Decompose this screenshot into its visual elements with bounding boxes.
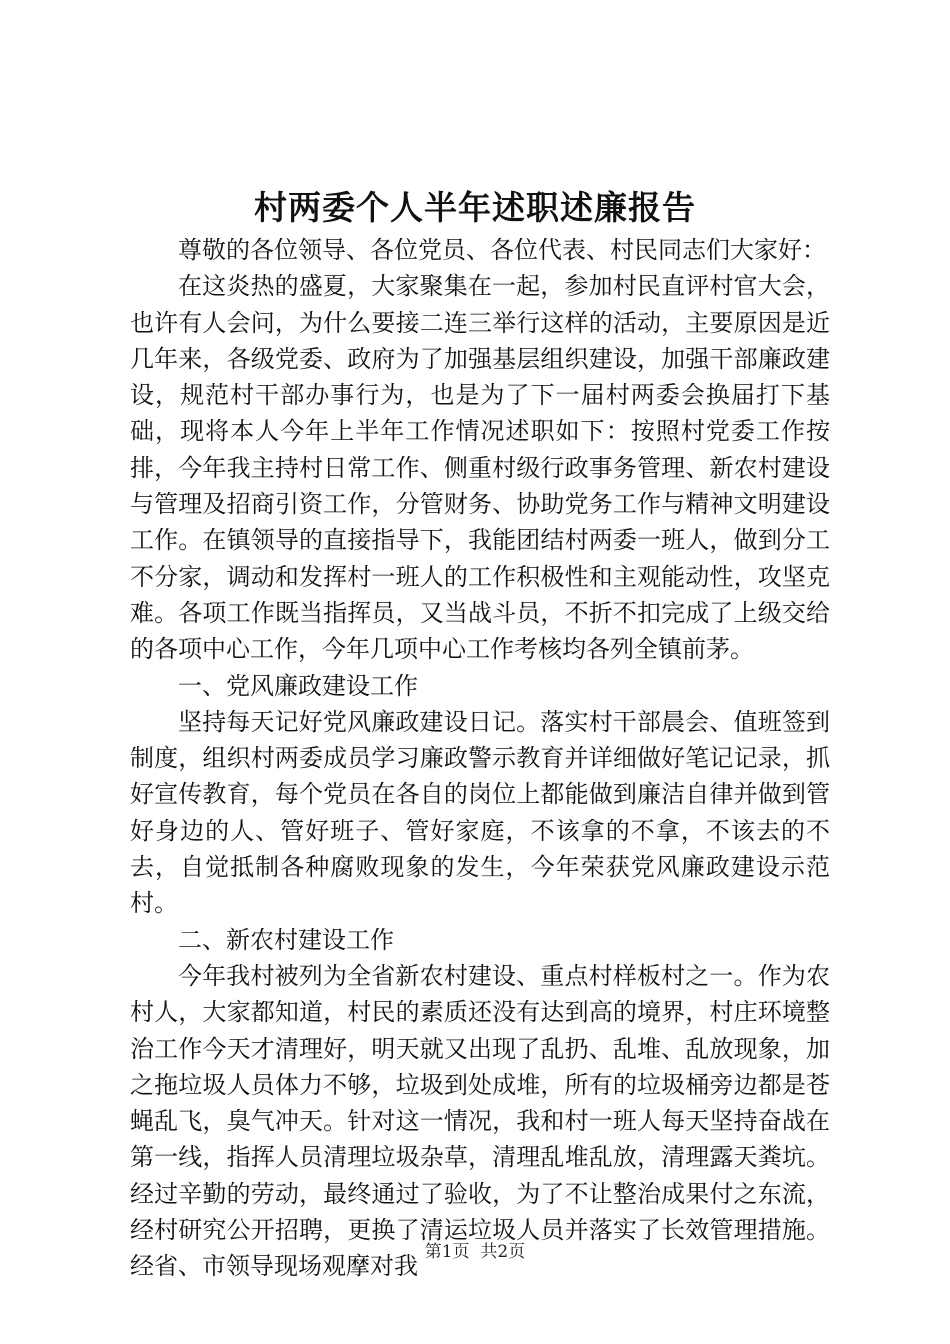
section-heading-1: 一、党风廉政建设工作 [178, 671, 418, 700]
document-body [130, 232, 830, 1285]
section-heading-2: 二、新农村建设工作 [178, 925, 394, 954]
page-number-label: 第1页 共2页 [424, 1242, 526, 1262]
paragraph-section-2: 今年我村被列为全省新农村建设、重点村样板村之一。作为农村人，大家都知道，村民的素质还没有达到高的境界，村庄环境整治工作今天才清理好，明天就又出现了乱扔、乱堆、乱放现象，加之拖垃圾人员体力不够，垃圾到处成堆，所有的垃圾桶旁边都是苍蝇乱飞，臭气冲天。针对这一情况，我和村一班人每天坚持奋战在第一线，指挥人员清理垃圾杂草，清理乱堆乱放，清理露天粪坑。经过辛勤的劳动，最终通过了验收，为了不让整治成果付之东流，经村研究公开招聘，更换了清运垃圾人员并落实了长效管理措施。经省、市领导现场观摩对我 [130, 961, 830, 1281]
paragraph-intro: 在这炎热的盛夏，大家聚集在一起，参加村民直评村官大会，也许有人会问，为什么要接二连三举行这样的活动，主要原因是近几年来，各级党委、政府为了加强基层组织建设，加强干部廉政建设，规范村干部办事行为，也是为了下一届村两委会换届打下基础，现将本人今年上半年工作情况述职如下：按照村党委工作按排，今年我主持村日常工作、侧重村级行政事务管理、新农村建设与管理及招商引资工作，分管财务、协助党务工作与精神文明建设工作。在镇领导的直接指导下，我能团结村两委一班人，做到分工不分家，调动和发挥村一班人的工作积极性和主观能动性，攻坚克难。各项工作既当指挥员，又当战斗员，不折不扣完成了上级交给的各项中心工作，今年几项中心工作考核均各列全镇前茅。 [130, 272, 830, 664]
paragraph-salutation: 尊敬的各位领导、各位党员、各位代表、村民同志们大家好： [178, 236, 826, 264]
document-title: 村两委个人半年述职述廉报告 [254, 188, 696, 227]
paragraph-section-1: 坚持每天记好党风廉政建设日记。落实村干部晨会、值班签到制度，组织村两委成员学习廉政警示教育并详细做好笔记记录，抓好宣传教育，每个党员在各自的岗位上都能做到廉洁自律并做到管好身边的人、管好班子、管好家庭，不该拿的不拿，不该去的不去，自觉抵制各种腐败现象的发生，今年荣获党风廉政建设示范村。 [130, 707, 830, 918]
page-footer [0, 1240, 950, 1264]
